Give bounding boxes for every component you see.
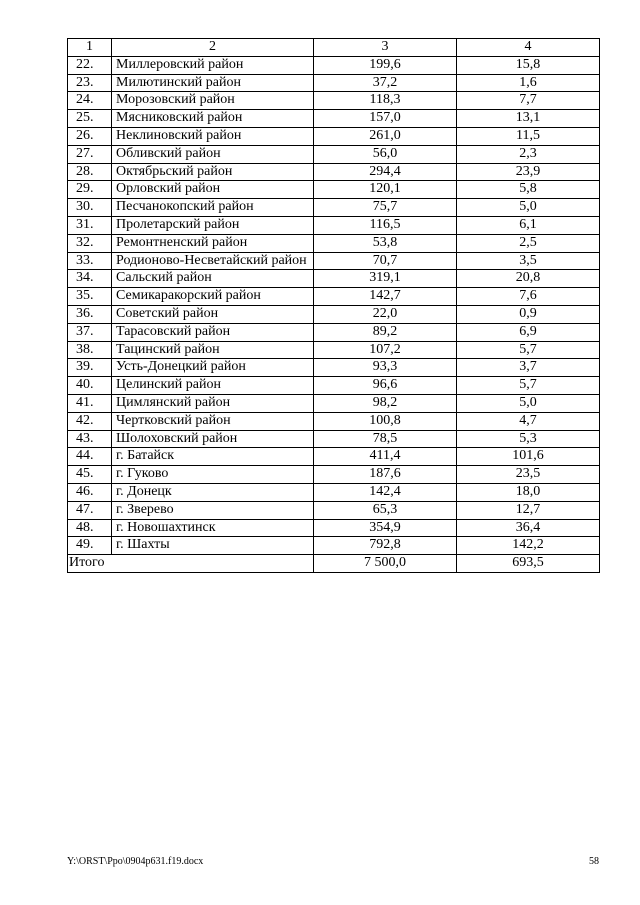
value-col4-cell: 5,8 xyxy=(457,181,600,199)
table-row xyxy=(68,74,600,92)
value-col3-cell: 56,0 xyxy=(314,145,457,163)
table-row xyxy=(68,252,600,270)
value-col4-cell: 5,0 xyxy=(457,199,600,217)
district-name-cell: Семикаракорский район xyxy=(112,288,314,306)
header-cell: 3 xyxy=(314,39,457,57)
district-name-cell: Милютинский район xyxy=(112,74,314,92)
district-name-cell: Родионово-Несветайский район xyxy=(112,252,314,270)
value-col3-cell: 100,8 xyxy=(314,412,457,430)
table-row xyxy=(68,110,600,128)
value-col4-cell: 15,8 xyxy=(457,56,600,74)
row-number-cell: 35. xyxy=(68,288,112,306)
value-col3-cell: 157,0 xyxy=(314,110,457,128)
district-name-cell: Неклиновский район xyxy=(112,127,314,145)
value-col4-cell: 1,6 xyxy=(457,74,600,92)
row-number-cell: 36. xyxy=(68,305,112,323)
row-number-cell: 42. xyxy=(68,412,112,430)
district-name-cell: г. Гуково xyxy=(112,466,314,484)
value-col4-cell: 18,0 xyxy=(457,483,600,501)
row-number-cell: 32. xyxy=(68,234,112,252)
table-row xyxy=(68,216,600,234)
row-number-cell: 44. xyxy=(68,448,112,466)
value-col4-cell: 7,6 xyxy=(457,288,600,306)
value-col3-cell: 93,3 xyxy=(314,359,457,377)
value-col4-cell: 13,1 xyxy=(457,110,600,128)
row-number-cell: 43. xyxy=(68,430,112,448)
value-col3-cell: 142,4 xyxy=(314,483,457,501)
district-name-cell: г. Шахты xyxy=(112,537,314,555)
value-col4-cell: 7,7 xyxy=(457,92,600,110)
value-col3-cell: 98,2 xyxy=(314,394,457,412)
table-row xyxy=(68,92,600,110)
row-number-cell: 34. xyxy=(68,270,112,288)
row-number-cell: 31. xyxy=(68,216,112,234)
district-name-cell: Усть-Донецкий район xyxy=(112,359,314,377)
table-row xyxy=(68,466,600,484)
value-col3-cell: 78,5 xyxy=(314,430,457,448)
row-number-cell: 41. xyxy=(68,394,112,412)
value-col4-cell: 12,7 xyxy=(457,501,600,519)
row-number-cell: 38. xyxy=(68,341,112,359)
row-number-cell: 39. xyxy=(68,359,112,377)
value-col3-cell: 118,3 xyxy=(314,92,457,110)
value-col4-cell: 11,5 xyxy=(457,127,600,145)
district-name-cell: Советский район xyxy=(112,305,314,323)
value-col4-cell: 2,5 xyxy=(457,234,600,252)
table-row xyxy=(68,199,600,217)
total-row xyxy=(68,555,600,573)
value-col3-cell: 65,3 xyxy=(314,501,457,519)
table-row xyxy=(68,145,600,163)
row-number-cell: 24. xyxy=(68,92,112,110)
district-name-cell: Пролетарский район xyxy=(112,216,314,234)
value-col4-cell: 36,4 xyxy=(457,519,600,537)
table-row xyxy=(68,181,600,199)
value-col4-cell: 5,3 xyxy=(457,430,600,448)
value-col3-cell: 70,7 xyxy=(314,252,457,270)
table-row xyxy=(68,305,600,323)
row-number-cell: 26. xyxy=(68,127,112,145)
value-col3-cell: 75,7 xyxy=(314,199,457,217)
table-row xyxy=(68,270,600,288)
table-row xyxy=(68,234,600,252)
row-number-cell: 25. xyxy=(68,110,112,128)
district-name-cell: Сальский район xyxy=(112,270,314,288)
table-row xyxy=(68,56,600,74)
table-row xyxy=(68,412,600,430)
value-col4-cell: 5,0 xyxy=(457,394,600,412)
value-col3-cell: 294,4 xyxy=(314,163,457,181)
value-col3-cell: 142,7 xyxy=(314,288,457,306)
table-row xyxy=(68,394,600,412)
value-col4-cell: 0,9 xyxy=(457,305,600,323)
district-name-cell: Чертковский район xyxy=(112,412,314,430)
value-col3-cell: 116,5 xyxy=(314,216,457,234)
row-number-cell: 40. xyxy=(68,377,112,395)
district-name-cell: Октябрьский район xyxy=(112,163,314,181)
value-col3-cell: 107,2 xyxy=(314,341,457,359)
table-row xyxy=(68,323,600,341)
value-col3-cell: 37,2 xyxy=(314,74,457,92)
total-label: Итого xyxy=(68,555,314,573)
table-row xyxy=(68,163,600,181)
total-col4-cell: 693,5 xyxy=(457,555,600,573)
district-name-cell: г. Батайск xyxy=(112,448,314,466)
value-col4-cell: 6,1 xyxy=(457,216,600,234)
row-number-cell: 28. xyxy=(68,163,112,181)
row-number-cell: 27. xyxy=(68,145,112,163)
table-row xyxy=(68,377,600,395)
value-col3-cell: 187,6 xyxy=(314,466,457,484)
district-name-cell: Миллеровский район xyxy=(112,56,314,74)
value-col3-cell: 53,8 xyxy=(314,234,457,252)
table-row xyxy=(68,483,600,501)
row-number-cell: 23. xyxy=(68,74,112,92)
district-name-cell: г. Донецк xyxy=(112,483,314,501)
data-table-container xyxy=(67,38,599,573)
value-col4-cell: 101,6 xyxy=(457,448,600,466)
value-col4-cell: 142,2 xyxy=(457,537,600,555)
table-row xyxy=(68,127,600,145)
row-number-cell: 29. xyxy=(68,181,112,199)
header-cell: 4 xyxy=(457,39,600,57)
row-number-cell: 49. xyxy=(68,537,112,555)
value-col4-cell: 2,3 xyxy=(457,145,600,163)
header-cell: 2 xyxy=(112,39,314,57)
table-row xyxy=(68,501,600,519)
file-path: Y:\ORST\Ppo\0904p631.f19.docx xyxy=(67,856,204,867)
value-col3-cell: 96,6 xyxy=(314,377,457,395)
data-table xyxy=(67,38,600,573)
row-number-cell: 30. xyxy=(68,199,112,217)
value-col4-cell: 3,5 xyxy=(457,252,600,270)
district-name-cell: Тарасовский район xyxy=(112,323,314,341)
district-name-cell: Ремонтненский район xyxy=(112,234,314,252)
page-number: 58 xyxy=(589,856,599,867)
value-col4-cell: 20,8 xyxy=(457,270,600,288)
value-col4-cell: 6,9 xyxy=(457,323,600,341)
row-number-cell: 46. xyxy=(68,483,112,501)
table-header-row xyxy=(68,39,600,57)
district-name-cell: Цимлянский район xyxy=(112,394,314,412)
district-name-cell: Орловский район xyxy=(112,181,314,199)
value-col3-cell: 199,6 xyxy=(314,56,457,74)
district-name-cell: Песчанокопский район xyxy=(112,199,314,217)
row-number-cell: 48. xyxy=(68,519,112,537)
row-number-cell: 37. xyxy=(68,323,112,341)
district-name-cell: Мясниковский район xyxy=(112,110,314,128)
row-number-cell: 45. xyxy=(68,466,112,484)
value-col3-cell: 22,0 xyxy=(314,305,457,323)
table-row xyxy=(68,288,600,306)
district-name-cell: г. Зверево xyxy=(112,501,314,519)
district-name-cell: Целинский район xyxy=(112,377,314,395)
row-number-cell: 33. xyxy=(68,252,112,270)
value-col4-cell: 5,7 xyxy=(457,341,600,359)
value-col3-cell: 89,2 xyxy=(314,323,457,341)
district-name-cell: Морозовский район xyxy=(112,92,314,110)
value-col3-cell: 120,1 xyxy=(314,181,457,199)
table-row xyxy=(68,519,600,537)
header-cell: 1 xyxy=(68,39,112,57)
district-name-cell: г. Новошахтинск xyxy=(112,519,314,537)
value-col4-cell: 23,5 xyxy=(457,466,600,484)
page-footer xyxy=(67,856,599,867)
row-number-cell: 47. xyxy=(68,501,112,519)
table-row xyxy=(68,430,600,448)
district-name-cell: Шолоховский район xyxy=(112,430,314,448)
total-col3-cell: 7 500,0 xyxy=(314,555,457,573)
value-col3-cell: 411,4 xyxy=(314,448,457,466)
value-col3-cell: 261,0 xyxy=(314,127,457,145)
value-col4-cell: 3,7 xyxy=(457,359,600,377)
row-number-cell: 22. xyxy=(68,56,112,74)
district-name-cell: Тацинский район xyxy=(112,341,314,359)
table-row xyxy=(68,537,600,555)
table-body xyxy=(68,39,600,573)
value-col3-cell: 792,8 xyxy=(314,537,457,555)
value-col3-cell: 354,9 xyxy=(314,519,457,537)
value-col4-cell: 23,9 xyxy=(457,163,600,181)
district-name-cell: Обливский район xyxy=(112,145,314,163)
table-row xyxy=(68,341,600,359)
value-col4-cell: 4,7 xyxy=(457,412,600,430)
value-col4-cell: 5,7 xyxy=(457,377,600,395)
table-row xyxy=(68,448,600,466)
table-row xyxy=(68,359,600,377)
value-col3-cell: 319,1 xyxy=(314,270,457,288)
